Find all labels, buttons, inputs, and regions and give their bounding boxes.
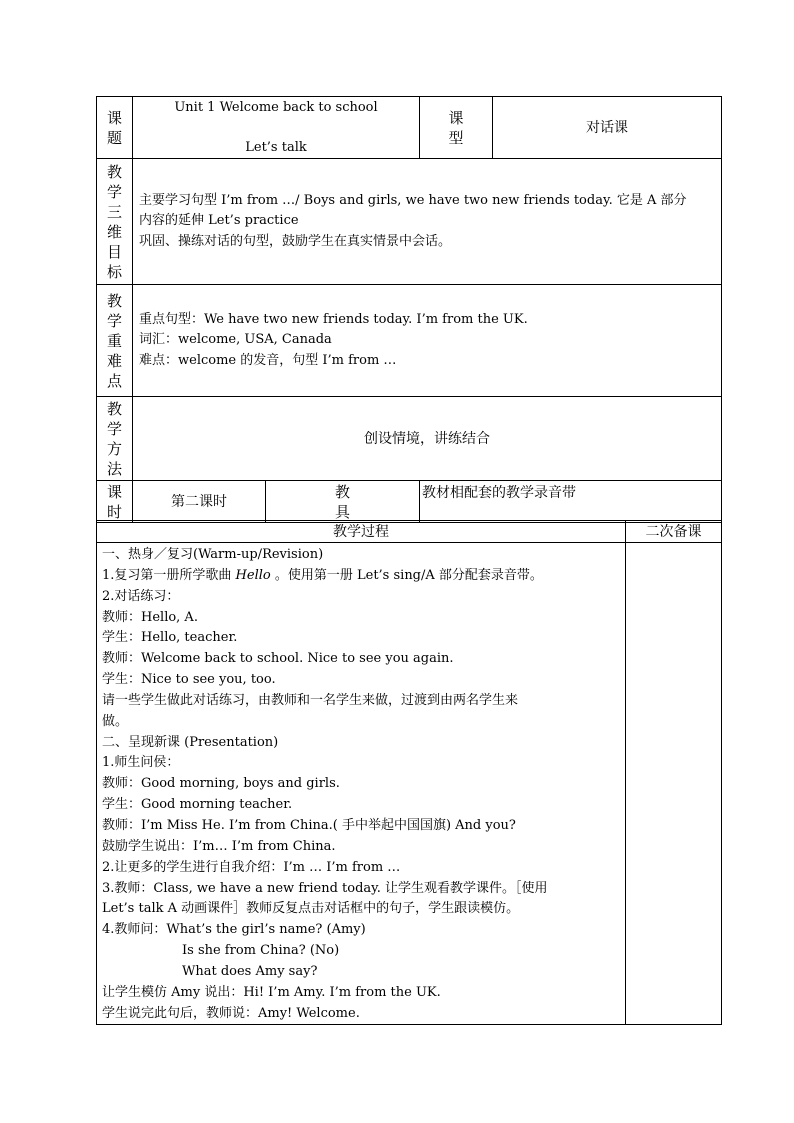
process-line: 二、呈现新课 (Presentation) — [102, 734, 279, 750]
tools-value: 教材相配套的教学录音带 — [420, 481, 722, 523]
tools-label: 教 具 — [266, 481, 420, 523]
process-line: Is she from China? (No) — [182, 943, 340, 959]
process-line: 2.对话练习： — [102, 588, 180, 604]
process-line: 做。 — [102, 713, 129, 729]
objectives-line: 内容的延伸 Let’s practice — [139, 213, 299, 229]
process-line: 1.复习第一册所学歌曲 Hello 。使用第一册 Let’s sing/A 部分配套录音带。 — [102, 567, 543, 583]
process-line: 鼓励学生说出：I’m… I’m from China. — [102, 838, 336, 854]
process-line: 4.教师问：What’s the girl’s name? (Amy) — [102, 922, 366, 938]
lesson-title-label: 课 题 — [97, 97, 133, 159]
objectives-content — [133, 159, 722, 285]
process-line: What does Amy say? — [182, 963, 318, 979]
key-points-line: 难点：welcome 的发音，句型 I’m from … — [139, 352, 397, 368]
process-line: 3.教师：Class, we have a new friend today. 让学生观看教学课件。［使用 — [102, 880, 548, 896]
process-line: 学生：Hello, teacher. — [102, 630, 238, 646]
process-line: 请一些学生做此对话练习，由教师和一名学生来做，过渡到由两名学生来 — [102, 692, 519, 708]
process-line: 1.师生问侯： — [102, 755, 180, 771]
objectives-line: 主要学习句型 I’m from …/ Boys and girls, we have two new friends today. 它是 A 部分 — [139, 192, 687, 208]
lesson-type-label: 课 型 — [420, 97, 493, 159]
method-label: 教 学 方 法 — [97, 397, 133, 481]
revision-notes-cell — [626, 543, 722, 1025]
process-line: 学生说完此句后，教师说：Amy! Welcome. — [102, 1005, 360, 1021]
process-content — [97, 543, 626, 1025]
process-line: 让学生模仿 Amy 说出：Hi! I’m Amy. I’m from the UK. — [102, 984, 441, 1000]
lesson-info-table — [96, 96, 722, 523]
objectives-line: 巩固、操练对话的句型，鼓励学生在真实情景中会话。 — [139, 233, 452, 249]
key-points-label: 教 学 重 难 点 — [97, 285, 133, 397]
process-line: 教师：I’m Miss He. I’m from China.( 手中举起中国国旗) And you? — [102, 817, 516, 833]
revision-header: 二次备课 — [626, 521, 722, 543]
key-points-line: 词汇：welcome, USA, Canada — [139, 332, 332, 348]
method-value: 创设情境，讲练结合 — [133, 397, 722, 481]
process-line: Let’s talk A 动画课件］教师反复点击对话框中的句子，学生跟读模仿。 — [102, 901, 520, 917]
process-line: 教师：Hello, A. — [102, 609, 198, 625]
process-header: 教学过程 — [97, 521, 626, 543]
lesson-type-value: 对话课 — [493, 97, 722, 159]
process-line: 教师：Welcome back to school. Nice to see you again. — [102, 651, 454, 667]
key-points-line: 重点句型：We have two new friends today. I’m from the UK. — [139, 311, 528, 327]
process-line: 教师：Good morning, boys and girls. — [102, 776, 340, 792]
lesson-title-cell — [133, 97, 420, 159]
objectives-label: 教 学 三 维 目 标 — [97, 159, 133, 285]
period-label: 课 时 — [97, 481, 133, 523]
period-value: 第二课时 — [133, 481, 266, 523]
key-points-content — [133, 285, 722, 397]
process-line: 学生：Nice to see you, too. — [102, 672, 276, 688]
lesson-title-line1: Unit 1 Welcome back to school — [174, 100, 378, 115]
process-table — [96, 520, 722, 1025]
lesson-title-line2: Let’s talk — [245, 140, 307, 155]
process-line: 学生：Good morning teacher. — [102, 797, 293, 813]
process-line: 一、热身／复习(Warm-up/Revision) — [102, 547, 324, 562]
process-line: 2.让更多的学生进行自我介绍：I’m … I’m from … — [102, 859, 401, 875]
song-name: Hello — [235, 567, 271, 583]
